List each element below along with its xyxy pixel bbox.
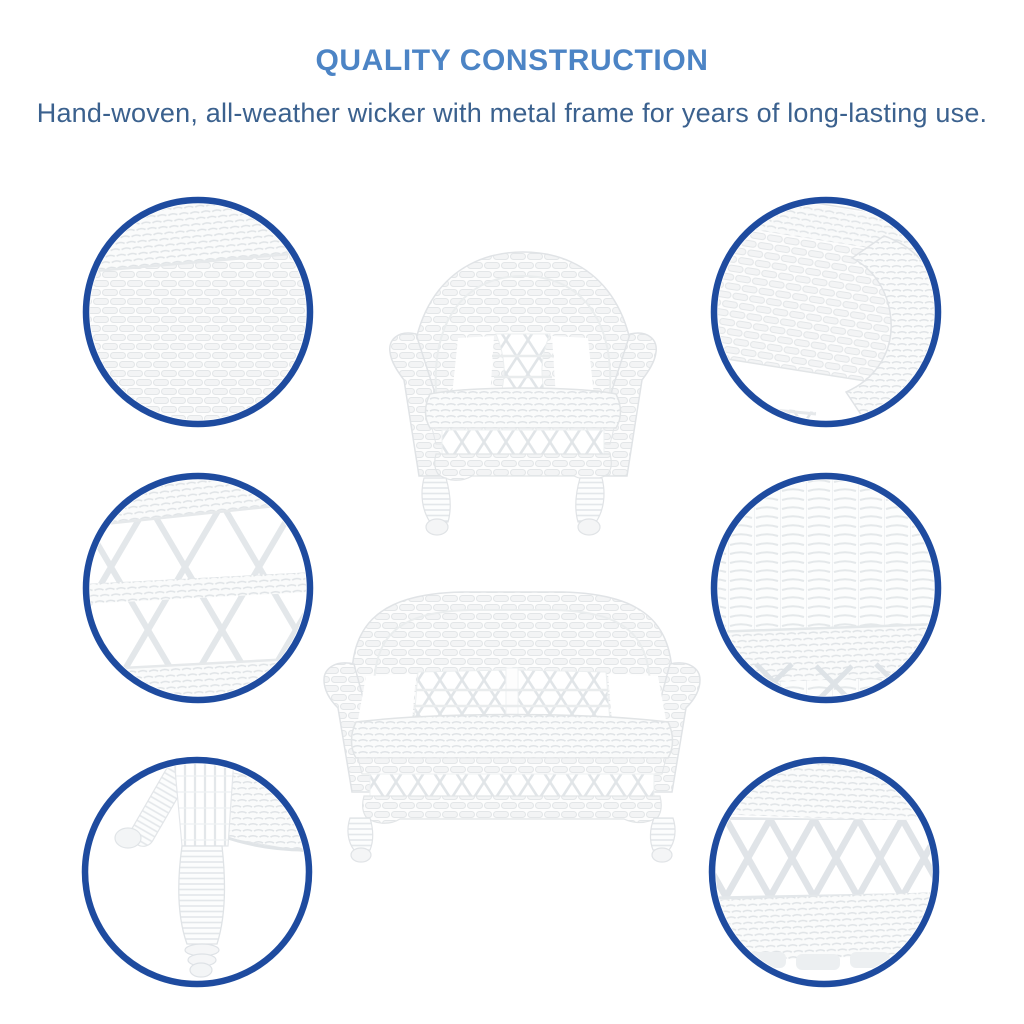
- page-title: QUALITY CONSTRUCTION: [315, 44, 709, 77]
- loveseat-bottom-band: [363, 796, 662, 823]
- callout-base-lattice: [699, 750, 953, 986]
- loveseat-seat: [352, 715, 673, 759]
- chair-seat: [426, 388, 621, 428]
- armchair-photo: [390, 252, 657, 535]
- callout-flat-weave: [56, 184, 341, 434]
- loveseat-leg-left: [348, 818, 373, 850]
- callout-diamond-lattice: [59, 463, 341, 708]
- loveseat-leg-right: [650, 818, 675, 850]
- chair-skirt-lattice: [442, 430, 604, 454]
- loveseat-photo: [324, 592, 700, 862]
- page-subtitle: Hand-woven, all-weather wicker with metal frame for years of long-lasting use.: [36, 98, 988, 128]
- chair-bottom-band: [435, 454, 612, 480]
- callout-leg-detail: [85, 733, 313, 988]
- chair-leg-right: [576, 478, 604, 522]
- callout-round-weave: [699, 472, 953, 708]
- loveseat-skirt-lattice: [370, 774, 654, 796]
- chair-leg-left: [422, 478, 450, 522]
